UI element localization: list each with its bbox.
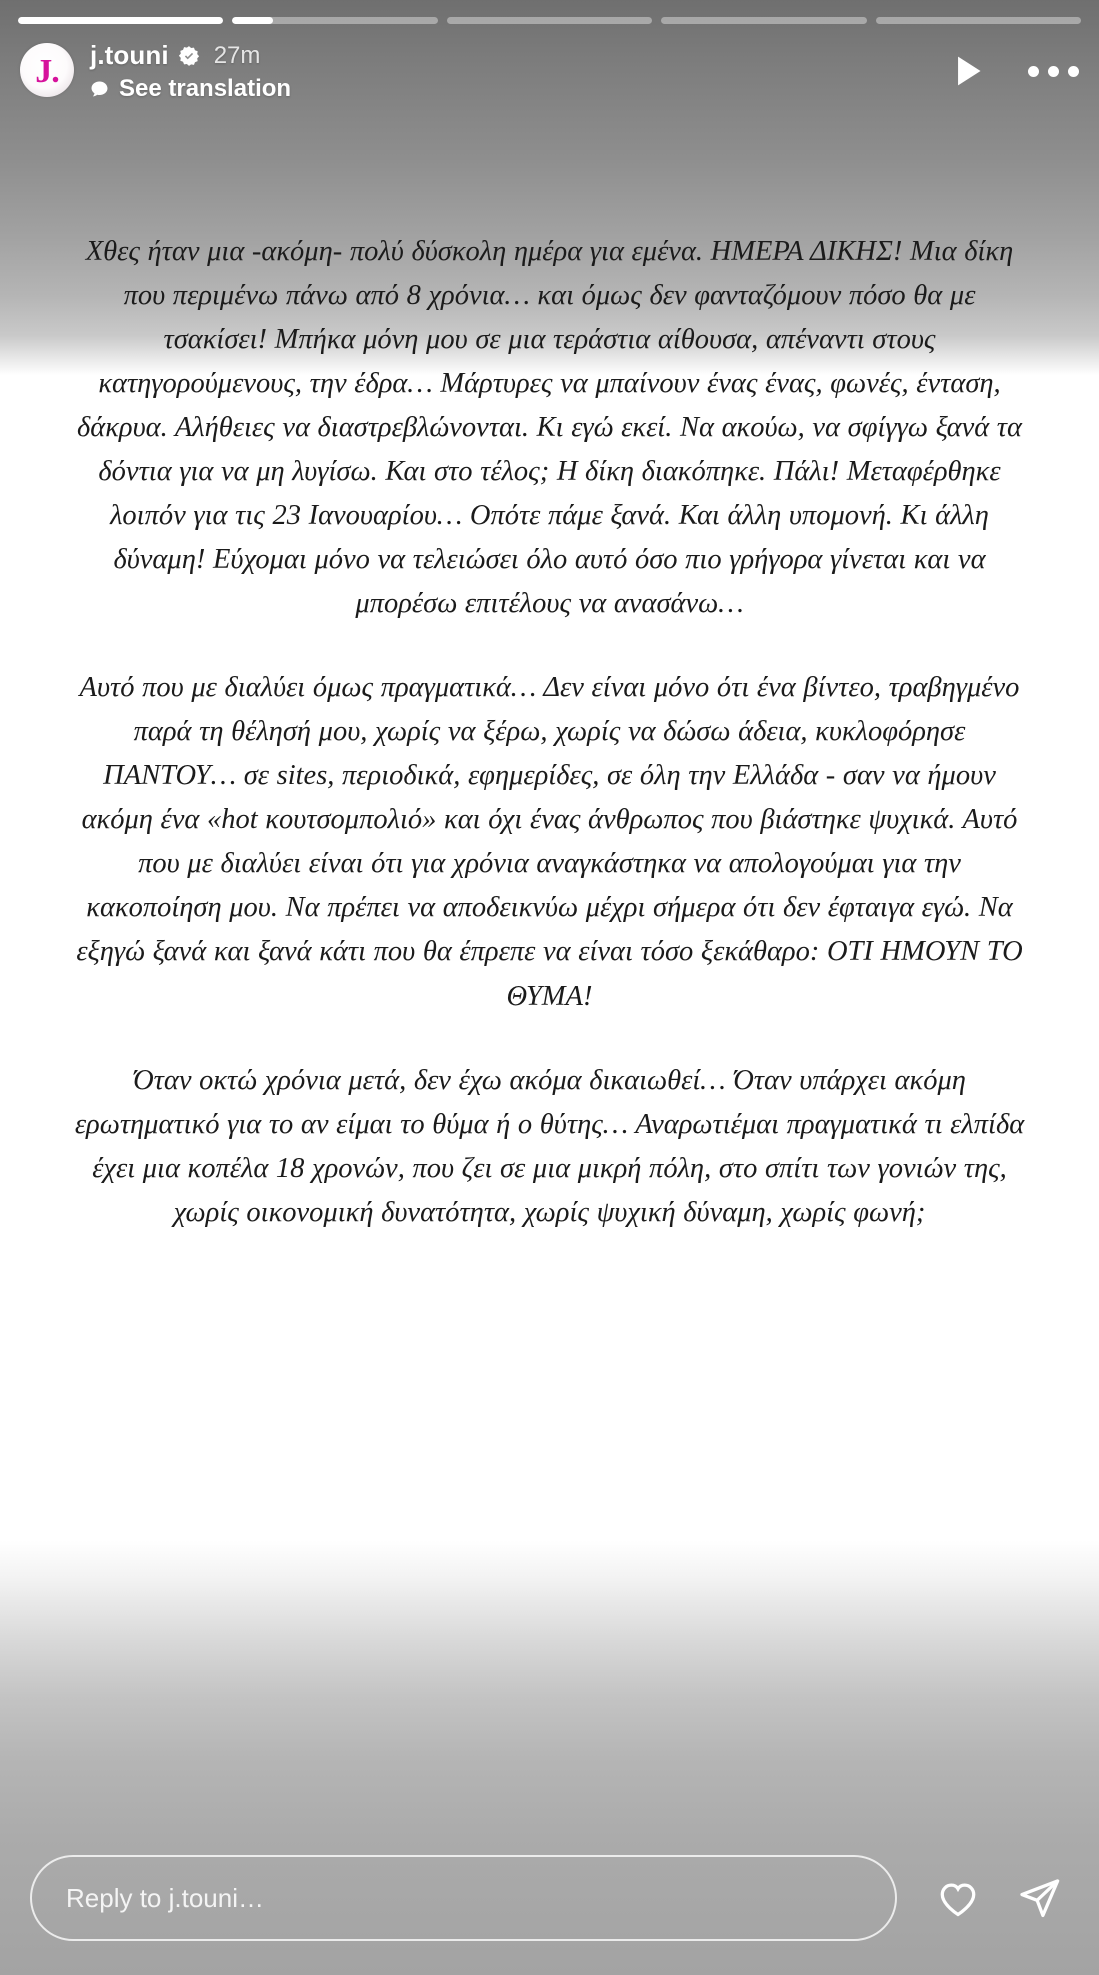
reply-actions bbox=[935, 1875, 1069, 1921]
more-dot bbox=[1048, 66, 1059, 77]
play-icon[interactable] bbox=[954, 54, 984, 88]
story-progress-fill bbox=[232, 17, 273, 24]
story-progress-segment[interactable] bbox=[876, 17, 1081, 24]
story-header bbox=[20, 38, 1079, 118]
username-row bbox=[90, 40, 291, 71]
story-text-card bbox=[0, 200, 1099, 1275]
reply-bar bbox=[30, 1855, 1069, 1941]
header-text-group bbox=[90, 38, 291, 103]
heart-icon[interactable] bbox=[935, 1875, 981, 1921]
see-translation-row[interactable] bbox=[90, 75, 291, 103]
story-paragraph: Χθες ήταν μια -ακόμη- πολύ δύσκολη ημέρα για εμένα. ΗΜΕΡΑ ΔΙΚΗΣ! Μια δίκη που περιμένω πάνω από 8 χρόνια… και όμως δεν φανταζόμουν πόσο θα με τσακίσει! Μπήκα μόνη μου σε μια τεράστια αίθουσα, απέναντι στους κατηγορούμενους, την έδρα… Μάρτυρες να μπαίνουν ένας ένας, φωνές, ένταση, δάκρυα. Αλήθειες να διαστρεβλώνονται. Κι εγώ εκεί. Να ακούω, να σφίγγω ξανά τα δόντια για να μη λυγίσω. Και στο τέλος; Η δίκη διακόπηκε. Πάλι! Μεταφέρθηκε λοιπόν για τις 23 Ιανουαρίου… Οπότε πάμε ξανά. Και άλλη υπομονή. Κι άλλη δύναμη! Εύχομαι μόνο να τελειώσει όλο αυτό όσο πιο γρήγορα γίνεται και να μπορέσω επιτέλους να ανασάνω… bbox=[77, 236, 1022, 620]
speech-bubble-icon bbox=[90, 80, 109, 99]
reply-input[interactable] bbox=[30, 1855, 897, 1941]
story-progress-fill bbox=[18, 17, 223, 24]
verified-badge-icon bbox=[178, 45, 200, 67]
more-dot bbox=[1068, 66, 1079, 77]
more-options-icon[interactable] bbox=[1028, 66, 1079, 77]
more-dot bbox=[1028, 66, 1039, 77]
story-progress-bar bbox=[18, 17, 1081, 24]
story-paragraph: Όταν οκτώ χρόνια μετά, δεν έχω ακόμα δικαιωθεί… Όταν υπάρχει ακόμη ερωτηματικό για το αν είμαι το θύμα ή ο θύτης… Αναρωτιέμαι πραγματικά τι ελπίδα έχει μια κοπέλα 18 χρονών, που ζει σε μια μικρή πόλη, στο σπίτι των γονιών της, χωρίς οικονομική δυνατότητα, χωρίς ψυχική δύναμη, χωρίς φωνή; bbox=[74, 1064, 1025, 1228]
avatar-initial: J. bbox=[35, 53, 59, 90]
avatar[interactable] bbox=[20, 43, 74, 97]
username-label[interactable]: j.touni bbox=[90, 40, 169, 70]
see-translation-label: See translation bbox=[119, 75, 292, 102]
story-paragraph: Αυτό που με διαλύει όμως πραγματικά… Δεν είναι μόνο ότι ένα βίντεο, τραβηγμένο παρά τη θέλησή μου, χωρίς να ξέρω, χωρίς να δώσω άδεια, κυκλοφόρησε ΠΑΝΤΟΥ… σε sites, περιοδικά, εφημερίδες, σε όλη την Ελλάδα - σαν να ήμουν ακόμη ένα «hot κουτσομπολιό» και όχι ένας άνθρωπος που βιάστηκε ψυχικά. Αυτό που με διαλύει είναι ότι για χρόνια αναγκάστηκα να απολογούμαι για την κακοποίηση μου. Να πρέπει να αποδεικνύω μέχρι σήμερα ότι δεν έφταιγα εγώ. Να εξηγώ ξανά και ξανά κάτι που θα έπρεπε να είναι τόσο ξεκάθαρο: ΟΤΙ ΗΜΟΥΝ ΤΟ ΘΥΜΑ! bbox=[76, 672, 1023, 1012]
paper-plane-icon[interactable] bbox=[1017, 1875, 1063, 1921]
story-progress-segment[interactable] bbox=[232, 17, 437, 24]
timestamp-label: 27m bbox=[213, 41, 261, 69]
story-progress-segment[interactable] bbox=[661, 17, 866, 24]
story-progress-segment[interactable] bbox=[18, 17, 223, 24]
header-actions bbox=[954, 38, 1079, 88]
story-progress-segment[interactable] bbox=[447, 17, 652, 24]
